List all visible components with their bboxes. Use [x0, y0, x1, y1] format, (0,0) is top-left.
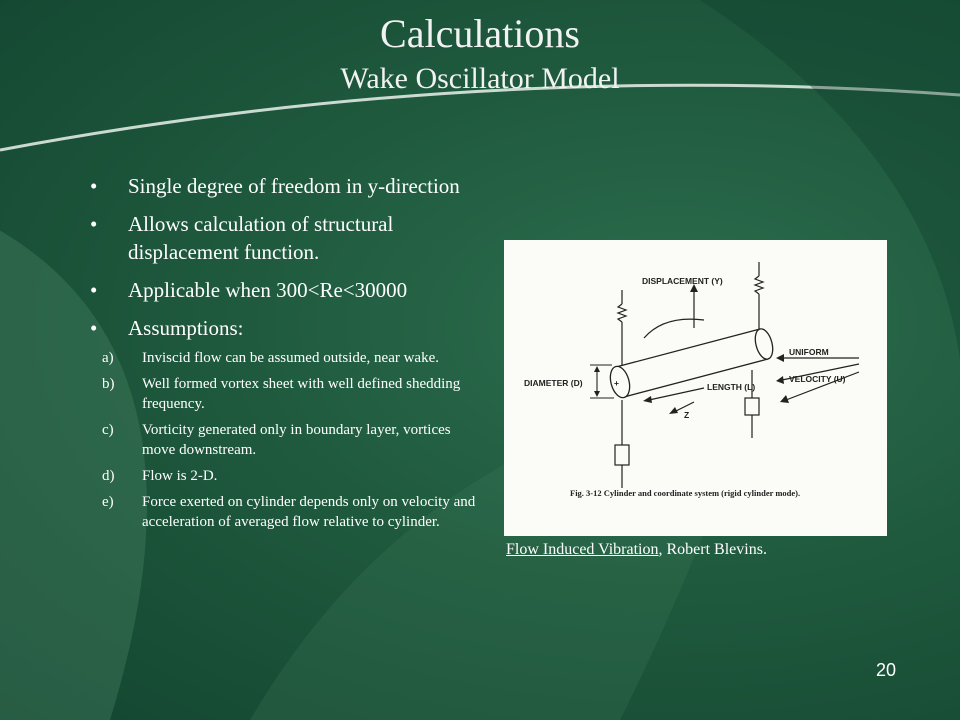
- assumption-marker: d): [102, 468, 115, 484]
- source-citation: [506, 541, 767, 559]
- dashpot-right: [745, 398, 759, 415]
- label-velocity: VELOCITY (U): [789, 374, 846, 384]
- assumption-list: [98, 348, 478, 532]
- bullet-item: [90, 210, 480, 266]
- assumption-text: Vorticity generated only in boundary layer, vortices move downstream.: [142, 422, 451, 458]
- assumption-item: [98, 348, 478, 368]
- cylinder-diagram: [504, 240, 887, 536]
- slide-subtitle: Wake Oscillator Model: [340, 62, 620, 95]
- label-displacement: DISPLACEMENT (Y): [642, 276, 723, 286]
- length-arrow: [649, 388, 704, 400]
- label-diameter: DIAMETER (D): [524, 378, 583, 388]
- assumption-item: [98, 492, 478, 532]
- assumption-item: [98, 374, 478, 414]
- bullet-text: Allows calculation of structural displacement function.: [128, 212, 394, 264]
- assumption-item: [98, 466, 478, 486]
- label-uniform: UNIFORM: [789, 347, 829, 357]
- cylinder-figure: [504, 240, 887, 536]
- assumption-text: Well formed vortex sheet with well defined shedding frequency.: [142, 376, 461, 412]
- assumption-text: Flow is 2-D.: [142, 468, 218, 484]
- dashpot-left: [615, 445, 629, 465]
- bullet-text: Applicable when 300<Re<30000: [128, 278, 408, 302]
- assumption-marker: e): [102, 494, 114, 510]
- assumption-marker: c): [102, 422, 114, 438]
- rotation-arrow: [644, 319, 704, 338]
- assumption-marker: a): [102, 350, 114, 366]
- assumption-text: Inviscid flow can be assumed outside, near wake.: [142, 350, 439, 366]
- page-number: 20: [875, 660, 897, 680]
- slide-title: Calculations: [380, 11, 580, 56]
- label-z: Z: [684, 410, 690, 420]
- assumption-marker: b): [102, 376, 115, 392]
- bullet-item: [90, 172, 480, 200]
- figure-caption: Fig. 3-12 Cylinder and coordinate system (rigid cylinder mode).: [570, 488, 801, 498]
- assumption-item: [98, 420, 478, 460]
- bullet-item-assumptions: [90, 314, 480, 532]
- bullet-text: Single degree of freedom in y-direction: [128, 174, 460, 198]
- label-length: LENGTH (L): [707, 382, 756, 392]
- svg-text:+: +: [614, 378, 619, 388]
- bullet-item: [90, 276, 480, 304]
- bullet-text: Assumptions:: [128, 316, 244, 340]
- source-author: , Robert Blevins.: [658, 541, 767, 558]
- source-title: Flow Induced Vibration: [506, 541, 659, 558]
- assumption-text: Force exerted on cylinder depends only on velocity and acceleration of averaged flow relative to cylinder.: [142, 494, 476, 530]
- bullet-list: [90, 172, 480, 542]
